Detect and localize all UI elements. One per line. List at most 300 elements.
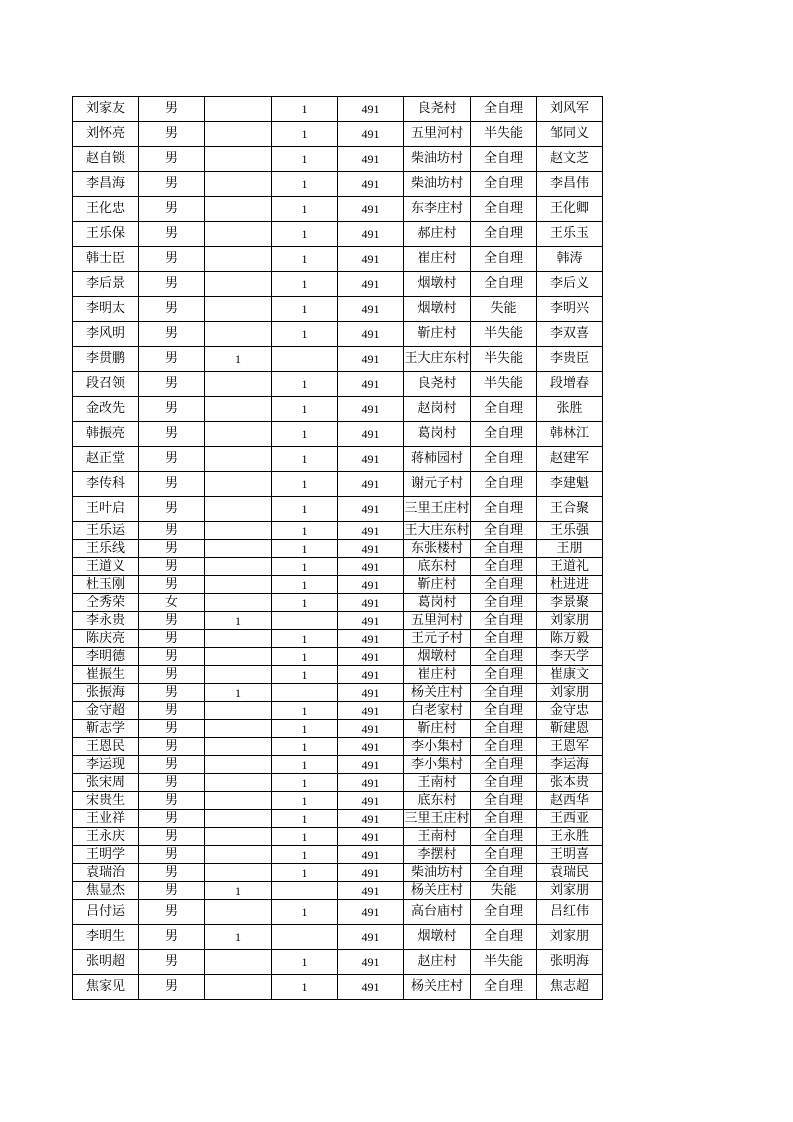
guardian-cell: 李明兴 <box>537 297 603 322</box>
table-row <box>73 197 603 222</box>
guardian-cell: 王化卿 <box>537 197 603 222</box>
table-row <box>73 522 603 540</box>
name-cell: 仝秀荣 <box>73 594 139 612</box>
table-row <box>73 147 603 172</box>
amount-cell: 491 <box>338 828 404 846</box>
guardian-cell: 陈万毅 <box>537 630 603 648</box>
gender-cell: 男 <box>139 540 205 558</box>
beneficiary-table <box>72 96 603 1000</box>
table-row <box>73 172 603 197</box>
name-cell: 杜玉刚 <box>73 576 139 594</box>
table-row <box>73 756 603 774</box>
count-b-cell <box>272 684 338 702</box>
care-level-cell: 全自理 <box>471 810 537 828</box>
name-cell: 王乐线 <box>73 540 139 558</box>
gender-cell: 男 <box>139 497 205 522</box>
village-cell: 东张楼村 <box>404 540 471 558</box>
guardian-cell: 韩涛 <box>537 247 603 272</box>
table-row <box>73 497 603 522</box>
care-level-cell: 全自理 <box>471 925 537 950</box>
gender-cell: 男 <box>139 347 205 372</box>
name-cell: 李风明 <box>73 322 139 347</box>
count-a-cell <box>205 975 272 1000</box>
guardian-cell: 李双喜 <box>537 322 603 347</box>
amount-cell: 491 <box>338 247 404 272</box>
table-row <box>73 576 603 594</box>
village-cell: 高台庙村 <box>404 900 471 925</box>
village-cell: 赵庄村 <box>404 950 471 975</box>
care-level-cell: 全自理 <box>471 828 537 846</box>
name-cell: 焦显杰 <box>73 882 139 900</box>
guardian-cell: 刘风军 <box>537 97 603 122</box>
gender-cell: 男 <box>139 97 205 122</box>
table-row <box>73 97 603 122</box>
name-cell: 李后景 <box>73 272 139 297</box>
gender-cell: 男 <box>139 792 205 810</box>
count-b-cell: 1 <box>272 272 338 297</box>
guardian-cell: 王乐玉 <box>537 222 603 247</box>
count-a-cell <box>205 397 272 422</box>
count-a-cell <box>205 558 272 576</box>
count-b-cell <box>272 612 338 630</box>
name-cell: 李明生 <box>73 925 139 950</box>
table-row <box>73 447 603 472</box>
count-b-cell: 1 <box>272 97 338 122</box>
count-b-cell: 1 <box>272 122 338 147</box>
gender-cell: 男 <box>139 247 205 272</box>
amount-cell: 491 <box>338 864 404 882</box>
name-cell: 王叶启 <box>73 497 139 522</box>
count-a-cell <box>205 720 272 738</box>
table-row <box>73 422 603 447</box>
count-a-cell <box>205 702 272 720</box>
name-cell: 李贯鹏 <box>73 347 139 372</box>
village-cell: 底东村 <box>404 558 471 576</box>
gender-cell: 男 <box>139 720 205 738</box>
amount-cell: 491 <box>338 322 404 347</box>
village-cell: 葛岗村 <box>404 422 471 447</box>
count-a-cell <box>205 197 272 222</box>
count-b-cell: 1 <box>272 422 338 447</box>
guardian-cell: 张胜 <box>537 397 603 422</box>
guardian-cell: 刘家朋 <box>537 684 603 702</box>
count-b-cell: 1 <box>272 322 338 347</box>
care-level-cell: 全自理 <box>471 147 537 172</box>
gender-cell: 男 <box>139 422 205 447</box>
count-b-cell: 1 <box>272 222 338 247</box>
count-b-cell: 1 <box>272 172 338 197</box>
village-cell: 王大庄东村 <box>404 347 471 372</box>
village-cell: 杨关庄村 <box>404 882 471 900</box>
amount-cell: 491 <box>338 122 404 147</box>
amount-cell: 491 <box>338 447 404 472</box>
count-a-cell <box>205 222 272 247</box>
village-cell: 李摆村 <box>404 846 471 864</box>
name-cell: 刘家友 <box>73 97 139 122</box>
gender-cell: 男 <box>139 900 205 925</box>
guardian-cell: 王恩军 <box>537 738 603 756</box>
gender-cell: 男 <box>139 925 205 950</box>
guardian-cell: 刘家朋 <box>537 612 603 630</box>
count-a-cell <box>205 810 272 828</box>
count-b-cell: 1 <box>272 540 338 558</box>
count-a-cell <box>205 900 272 925</box>
count-b-cell: 1 <box>272 738 338 756</box>
count-b-cell: 1 <box>272 497 338 522</box>
village-cell: 王元子村 <box>404 630 471 648</box>
amount-cell: 491 <box>338 950 404 975</box>
count-b-cell: 1 <box>272 447 338 472</box>
count-a-cell <box>205 666 272 684</box>
name-cell: 王恩民 <box>73 738 139 756</box>
gender-cell: 男 <box>139 558 205 576</box>
gender-cell: 男 <box>139 684 205 702</box>
care-level-cell: 全自理 <box>471 612 537 630</box>
table-row <box>73 594 603 612</box>
count-a-cell <box>205 97 272 122</box>
village-cell: 烟墩村 <box>404 297 471 322</box>
care-level-cell: 失能 <box>471 882 537 900</box>
gender-cell: 男 <box>139 864 205 882</box>
amount-cell: 491 <box>338 222 404 247</box>
guardian-cell: 靳建恩 <box>537 720 603 738</box>
amount-cell: 491 <box>338 540 404 558</box>
count-a-cell <box>205 950 272 975</box>
name-cell: 王永庆 <box>73 828 139 846</box>
table-row <box>73 864 603 882</box>
village-cell: 良尧村 <box>404 372 471 397</box>
count-b-cell: 1 <box>272 630 338 648</box>
name-cell: 王乐运 <box>73 522 139 540</box>
guardian-cell: 王道礼 <box>537 558 603 576</box>
table-row <box>73 540 603 558</box>
village-cell: 良尧村 <box>404 97 471 122</box>
count-b-cell: 1 <box>272 648 338 666</box>
gender-cell: 男 <box>139 950 205 975</box>
gender-cell: 男 <box>139 372 205 397</box>
village-cell: 烟墩村 <box>404 925 471 950</box>
count-b-cell: 1 <box>272 197 338 222</box>
guardian-cell: 崔康文 <box>537 666 603 684</box>
count-a-cell <box>205 540 272 558</box>
care-level-cell: 全自理 <box>471 774 537 792</box>
guardian-cell: 王乐强 <box>537 522 603 540</box>
care-level-cell: 全自理 <box>471 172 537 197</box>
amount-cell: 491 <box>338 975 404 1000</box>
count-a-cell <box>205 756 272 774</box>
amount-cell: 491 <box>338 472 404 497</box>
guardian-cell: 李后义 <box>537 272 603 297</box>
village-cell: 王南村 <box>404 828 471 846</box>
gender-cell: 男 <box>139 447 205 472</box>
guardian-cell: 王合聚 <box>537 497 603 522</box>
name-cell: 王乐保 <box>73 222 139 247</box>
count-b-cell: 1 <box>272 756 338 774</box>
care-level-cell: 全自理 <box>471 648 537 666</box>
village-cell: 白老家村 <box>404 702 471 720</box>
table-row <box>73 950 603 975</box>
village-cell: 赵岗村 <box>404 397 471 422</box>
table-row <box>73 222 603 247</box>
count-b-cell: 1 <box>272 594 338 612</box>
gender-cell: 男 <box>139 197 205 222</box>
guardian-cell: 赵建军 <box>537 447 603 472</box>
count-b-cell: 1 <box>272 950 338 975</box>
table-row <box>73 297 603 322</box>
village-cell: 三里王庄村 <box>404 810 470 826</box>
gender-cell: 男 <box>139 612 205 630</box>
name-cell: 袁瑞治 <box>73 864 139 882</box>
gender-cell: 男 <box>139 272 205 297</box>
village-cell: 郝庄村 <box>404 222 471 247</box>
table-row <box>73 122 603 147</box>
guardian-cell: 赵西华 <box>537 792 603 810</box>
amount-cell: 491 <box>338 612 404 630</box>
table-row <box>73 630 603 648</box>
care-level-cell: 全自理 <box>471 197 537 222</box>
name-cell: 李明德 <box>73 648 139 666</box>
amount-cell: 491 <box>338 497 404 522</box>
guardian-cell: 王明喜 <box>537 846 603 864</box>
village-cell: 杨关庄村 <box>404 684 471 702</box>
care-level-cell: 全自理 <box>471 576 537 594</box>
table-row <box>73 666 603 684</box>
village-cell: 烟墩村 <box>404 648 471 666</box>
care-level-cell: 全自理 <box>471 684 537 702</box>
name-cell: 李永贵 <box>73 612 139 630</box>
gender-cell: 男 <box>139 975 205 1000</box>
table-row <box>73 882 603 900</box>
village-cell: 王大庄东村 <box>404 522 470 538</box>
gender-cell: 男 <box>139 122 205 147</box>
gender-cell: 男 <box>139 222 205 247</box>
count-a-cell <box>205 738 272 756</box>
table-row <box>73 612 603 630</box>
guardian-cell: 王朋 <box>537 540 603 558</box>
care-level-cell: 全自理 <box>471 472 537 497</box>
count-b-cell: 1 <box>272 720 338 738</box>
guardian-cell: 王永胜 <box>537 828 603 846</box>
care-level-cell: 全自理 <box>471 846 537 864</box>
count-b-cell: 1 <box>272 846 338 864</box>
table-row <box>73 738 603 756</box>
care-level-cell: 全自理 <box>471 702 537 720</box>
gender-cell: 男 <box>139 297 205 322</box>
amount-cell: 491 <box>338 900 404 925</box>
care-level-cell: 全自理 <box>471 497 537 522</box>
amount-cell: 491 <box>338 272 404 297</box>
care-level-cell: 全自理 <box>471 247 537 272</box>
name-cell: 王业祥 <box>73 810 139 828</box>
village-cell: 底东村 <box>404 792 471 810</box>
guardian-cell: 张本贵 <box>537 774 603 792</box>
name-cell: 张振海 <box>73 684 139 702</box>
guardian-cell: 金守忠 <box>537 702 603 720</box>
amount-cell: 491 <box>338 720 404 738</box>
care-level-cell: 全自理 <box>471 522 537 540</box>
village-cell: 柴油坊村 <box>404 172 471 197</box>
guardian-cell: 邹同义 <box>537 122 603 147</box>
name-cell: 金改先 <box>73 397 139 422</box>
care-level-cell: 半失能 <box>471 122 537 147</box>
count-a-cell <box>205 648 272 666</box>
name-cell: 韩振亮 <box>73 422 139 447</box>
care-level-cell: 全自理 <box>471 900 537 925</box>
gender-cell: 男 <box>139 756 205 774</box>
amount-cell: 491 <box>338 147 404 172</box>
count-a-cell: 1 <box>205 684 272 702</box>
village-cell: 李小集村 <box>404 738 471 756</box>
count-a-cell <box>205 447 272 472</box>
guardian-cell: 刘家朋 <box>537 882 603 900</box>
amount-cell: 491 <box>338 774 404 792</box>
village-cell: 五里河村 <box>404 612 471 630</box>
village-cell: 杨关庄村 <box>404 975 471 1000</box>
village-cell: 三里王庄村 <box>404 497 471 522</box>
guardian-cell: 焦志超 <box>537 975 603 1000</box>
care-level-cell: 全自理 <box>471 540 537 558</box>
table-row <box>73 397 603 422</box>
care-level-cell: 全自理 <box>471 97 537 122</box>
name-cell: 王明学 <box>73 846 139 864</box>
gender-cell: 男 <box>139 846 205 864</box>
care-level-cell: 全自理 <box>471 975 537 1000</box>
count-a-cell <box>205 472 272 497</box>
name-cell: 王化忠 <box>73 197 139 222</box>
count-b-cell: 1 <box>272 372 338 397</box>
table-row <box>73 648 603 666</box>
amount-cell: 491 <box>338 666 404 684</box>
care-level-cell: 半失能 <box>471 950 537 975</box>
care-level-cell: 全自理 <box>471 558 537 576</box>
amount-cell: 491 <box>338 172 404 197</box>
count-b-cell: 1 <box>272 576 338 594</box>
name-cell: 宋贵生 <box>73 792 139 810</box>
name-cell: 靳志学 <box>73 720 139 738</box>
village-cell: 谢元子村 <box>404 472 471 497</box>
amount-cell: 491 <box>338 522 404 540</box>
guardian-cell: 李昌伟 <box>537 172 603 197</box>
amount-cell: 491 <box>338 630 404 648</box>
count-b-cell: 1 <box>272 472 338 497</box>
count-a-cell: 1 <box>205 882 272 900</box>
guardian-cell: 张明海 <box>537 950 603 975</box>
count-a-cell <box>205 594 272 612</box>
village-cell: 王南村 <box>404 774 471 792</box>
table-row <box>73 810 603 828</box>
amount-cell: 491 <box>338 97 404 122</box>
amount-cell: 491 <box>338 197 404 222</box>
gender-cell: 男 <box>139 522 205 540</box>
village-cell: 烟墩村 <box>404 272 471 297</box>
count-a-cell <box>205 422 272 447</box>
village-cell: 靳庄村 <box>404 720 471 738</box>
count-a-cell <box>205 372 272 397</box>
guardian-cell: 袁瑞民 <box>537 864 603 882</box>
table-row <box>73 925 603 950</box>
count-a-cell: 1 <box>205 347 272 372</box>
care-level-cell: 全自理 <box>471 447 537 472</box>
guardian-cell: 吕红伟 <box>537 900 603 925</box>
table-row <box>73 322 603 347</box>
care-level-cell: 全自理 <box>471 272 537 297</box>
care-level-cell: 失能 <box>471 297 537 322</box>
guardian-cell: 李贵臣 <box>537 347 603 372</box>
count-b-cell: 1 <box>272 558 338 576</box>
amount-cell: 491 <box>338 594 404 612</box>
care-level-cell: 全自理 <box>471 666 537 684</box>
table-row <box>73 792 603 810</box>
village-cell: 崔庄村 <box>404 666 471 684</box>
amount-cell: 491 <box>338 684 404 702</box>
gender-cell: 男 <box>139 774 205 792</box>
count-a-cell <box>205 297 272 322</box>
name-cell: 段召领 <box>73 372 139 397</box>
table-row <box>73 900 603 925</box>
count-a-cell <box>205 247 272 272</box>
gender-cell: 男 <box>139 576 205 594</box>
amount-cell: 491 <box>338 702 404 720</box>
gender-cell: 男 <box>139 810 205 828</box>
count-a-cell <box>205 576 272 594</box>
count-a-cell: 1 <box>205 925 272 950</box>
name-cell: 李昌海 <box>73 172 139 197</box>
gender-cell: 男 <box>139 147 205 172</box>
count-b-cell <box>272 925 338 950</box>
table-row <box>73 347 603 372</box>
table-row <box>73 247 603 272</box>
care-level-cell: 全自理 <box>471 630 537 648</box>
table-row <box>73 975 603 1000</box>
count-a-cell: 1 <box>205 612 272 630</box>
count-b-cell: 1 <box>272 247 338 272</box>
amount-cell: 491 <box>338 925 404 950</box>
name-cell: 崔振生 <box>73 666 139 684</box>
count-a-cell <box>205 828 272 846</box>
care-level-cell: 全自理 <box>471 756 537 774</box>
gender-cell: 男 <box>139 172 205 197</box>
care-level-cell: 半失能 <box>471 372 537 397</box>
care-level-cell: 全自理 <box>471 864 537 882</box>
name-cell: 张宋周 <box>73 774 139 792</box>
guardian-cell: 李天学 <box>537 648 603 666</box>
guardian-cell: 李景聚 <box>537 594 603 612</box>
count-b-cell <box>272 347 338 372</box>
count-a-cell <box>205 322 272 347</box>
gender-cell: 男 <box>139 648 205 666</box>
care-level-cell: 全自理 <box>471 792 537 810</box>
table-row <box>73 774 603 792</box>
count-b-cell: 1 <box>272 792 338 810</box>
amount-cell: 491 <box>338 576 404 594</box>
amount-cell: 491 <box>338 846 404 864</box>
amount-cell: 491 <box>338 372 404 397</box>
name-cell: 赵自锁 <box>73 147 139 172</box>
amount-cell: 491 <box>338 738 404 756</box>
count-a-cell <box>205 147 272 172</box>
amount-cell: 491 <box>338 792 404 810</box>
gender-cell: 男 <box>139 322 205 347</box>
village-cell: 五里河村 <box>404 122 471 147</box>
amount-cell: 491 <box>338 422 404 447</box>
village-cell: 靳庄村 <box>404 322 471 347</box>
amount-cell: 491 <box>338 756 404 774</box>
count-b-cell: 1 <box>272 810 338 828</box>
care-level-cell: 半失能 <box>471 322 537 347</box>
count-a-cell <box>205 122 272 147</box>
guardian-cell: 李建魁 <box>537 472 603 497</box>
amount-cell: 491 <box>338 397 404 422</box>
